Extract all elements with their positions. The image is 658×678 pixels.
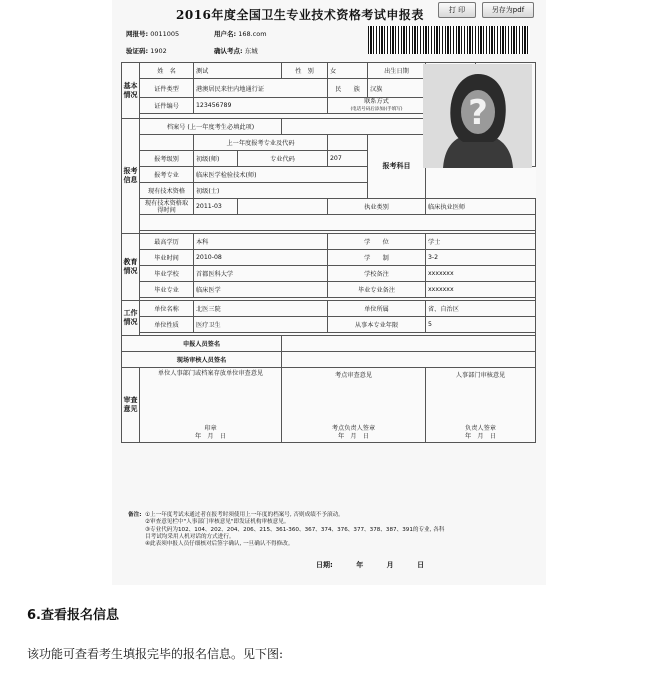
section-heading: 6.查看报名信息: [27, 608, 119, 623]
qualification-date-value: 2011-03: [194, 199, 238, 215]
subject-section-label: 报考科目: [368, 135, 426, 199]
work-years-value: 5: [426, 317, 536, 333]
application-table: 基本情况 姓 名 测试 性 别 女 出生日期 证件类型 港澳居民来往内地通行证 民 族 汉族 证件编号 123456789 联系方式 (电话号码后添加)(手填写) 报考信息 档案号 (上一年度考生必填此项) 上一年度报考专业及代码 报考科目 报考级别 初级(师) 专业代码 207 报考专业 临床医学检验技术(师) 现有技术资格 初级(士) 现有技术资格取得时间 2011-03 执业类别 临床执业医师 教育情况 最高学历 本科 学 位 学士 毕业时间 2010-08 学 制 3-2 毕业学校 首都医科大学 学校备注 xxxxxxx 毕业专业 临床医学 毕业专业备注 xxxxxxx 工作情况 单位名称 北医三院 单位所属 省、自治区 单位性质 医疗卫生 从事本专业年限 5 申报人员签名 现场审核人员签名 审查意见 单位人事部门或档案存放单位审查意见 印章 年 月 日 考点审查意见 考点负责人签章 年 月 日 人事部门审核意见 负责人签章 年 月 日: [121, 62, 536, 443]
id-no-value: 123456789: [194, 98, 328, 114]
major-value: 临床医学检验技术(师): [194, 167, 368, 183]
qualification-value: 初级(士): [194, 183, 368, 199]
graduation-date-value: 2010-08: [194, 250, 328, 266]
exam-site-field: 确认考点: 东城: [214, 47, 258, 55]
basic-section-label: 基本情况: [122, 63, 140, 119]
code-value: 207: [328, 151, 368, 167]
form-title: 2016年度全国卫生专业技术资格考试申报表: [176, 8, 424, 22]
gender-value: 女: [328, 63, 368, 79]
grad-major-value: 临床医学: [194, 282, 328, 298]
applicant-signature-field: [282, 336, 536, 352]
section-paragraph: 该功能可查看考生填报完毕的报名信息。见下图:: [27, 647, 284, 661]
applicant-signature-label: 申报人员签名: [122, 336, 282, 352]
review-section-label: 审查意见: [122, 368, 140, 443]
review-col-unit: 单位人事部门或档案存放单位审查意见 印章 年 月 日: [140, 368, 282, 443]
reviewer-signature-label: 现场审核人员签名: [122, 352, 282, 368]
degree-value: 本科: [194, 234, 328, 250]
id-type-value: 港澳居民来往内地通行证: [194, 79, 328, 98]
net-no-field: 网报号: 0011005: [126, 30, 180, 38]
education-section-label: 教育情况: [122, 234, 140, 301]
grad-major-note-value: xxxxxxx: [426, 282, 536, 298]
print-button[interactable]: 打 印: [438, 2, 476, 18]
form-date-footer: 日期: 年 月 日: [316, 561, 425, 569]
save-pdf-button[interactable]: 另存为pdf: [482, 2, 534, 18]
unit-location-value: 省、自治区: [426, 301, 536, 317]
svg-text:?: ?: [468, 93, 488, 133]
work-section-label: 工作情况: [122, 301, 140, 336]
level-value: 初级(师): [194, 151, 238, 167]
study-length-value: 3-2: [426, 250, 536, 266]
barcode: [368, 26, 530, 54]
name-value: 测试: [194, 63, 282, 79]
review-col-hr: 人事部门审核意见 负责人签章 年 月 日: [426, 368, 536, 443]
apply-section-label: 报考信息: [122, 119, 140, 234]
username-field: 用户名: 168.com: [214, 30, 267, 38]
verify-code-field: 验证码: 1902: [126, 47, 167, 55]
school-note-value: xxxxxxx: [426, 266, 536, 282]
unit-value: 北医三院: [194, 301, 328, 317]
reviewer-signature-field: [282, 352, 536, 368]
avatar-placeholder-icon: [423, 64, 532, 168]
school-value: 首都医科大学: [194, 266, 328, 282]
form-notes: 备注: ①上一年度考试未通过者在报考时须使用上一年度的档案号, 否则成绩不予滚动。 ②审查意见栏中"人事部门审核意见"即发证机构审核意见。 ③专业代码为102、104、202、204、206、215、361-360、367、374、376、377、378、387、391的专业, 各科 目考试均采用人机对话的方式进行。 ④此表须申报人员仔细核对后签字确认, 一旦确认不得修改。: [128, 512, 445, 548]
ethnic-value: 汉族: [368, 79, 476, 98]
academic-degree-value: 学士: [426, 234, 536, 250]
practice-type-value: 临床执业医师: [426, 199, 536, 215]
file-no-value: [282, 119, 426, 135]
review-col-site: 考点审查意见 考点负责人签章 年 月 日: [282, 368, 426, 443]
unit-nature-value: 医疗卫生: [194, 317, 328, 333]
